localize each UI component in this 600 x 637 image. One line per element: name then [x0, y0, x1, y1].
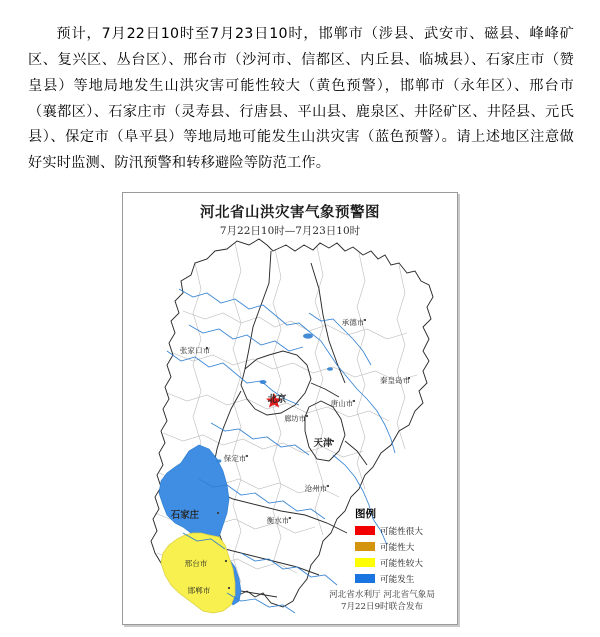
credits-line-1: 河北省水利厅 河北省气象局	[329, 590, 435, 600]
legend-label: 可能发生	[380, 574, 415, 585]
map-label: 邯郸市	[187, 586, 211, 595]
legend-swatch	[355, 574, 375, 583]
map-label: 张家口市	[179, 346, 211, 355]
legend-item	[355, 540, 451, 553]
map-label: 唐山市	[330, 399, 354, 408]
legend-swatch	[355, 542, 375, 551]
legend-label: 可能性很大	[380, 526, 423, 537]
forecast-paragraph: 预计，7月22日10时至7月23日10时，邯郸市（涉县、武安市、磁县、峰峰矿区、复兴区、丛台区）、邢台市（沙河市、信都区、内丘县、临城县）、石家庄市（赞皇县）等地局地发生山洪灾害可能性较大（黄色预警），邯郸市（永年区）、邢台市（襄都区）、石家庄市（灵寿县、行唐县、平山县、鹿泉区、井陉矿区、井陉县、元氏县）、保定市（阜平县）等地局地可能发生山洪灾害（蓝色预警）。请上述地区注意做好实时监测、防汛预警和转移避险等防范工作。	[28, 26, 574, 172]
map-label: 邢台市	[184, 559, 208, 568]
map-subtitle: 7月22日10时—7月23日10时	[219, 225, 361, 237]
legend-label: 可能性大	[380, 542, 415, 553]
map-label: 天津	[313, 438, 333, 449]
map-title: 河北省山洪灾害气象预警图	[200, 204, 380, 221]
map-label: 保定市	[223, 454, 247, 463]
map-label: 衡水市	[266, 516, 290, 525]
legend-swatch	[355, 558, 375, 567]
yellow-warning-zone	[161, 533, 235, 613]
legend-label: 可能性较大	[380, 558, 423, 569]
legend-item	[355, 556, 451, 569]
legend-rows	[355, 524, 451, 585]
map-label: 沧州市	[304, 484, 328, 493]
legend-item	[355, 524, 451, 537]
warning-map-figure	[122, 192, 458, 625]
map-label: 承德市	[341, 318, 365, 327]
map-label: 石家庄	[170, 510, 200, 521]
legend-swatch	[355, 526, 375, 535]
legend-title: 图例	[355, 508, 376, 520]
map-credits	[307, 589, 457, 613]
map-label: 秦皇岛市	[379, 376, 411, 385]
legend-item	[355, 572, 451, 585]
map-label: 北京	[267, 394, 287, 405]
article-text-block	[28, 8, 574, 191]
credits-line-2: 7月22日9时联合发布	[340, 602, 424, 612]
map-legend	[355, 506, 451, 588]
map-label: 廊坊市	[284, 414, 306, 423]
